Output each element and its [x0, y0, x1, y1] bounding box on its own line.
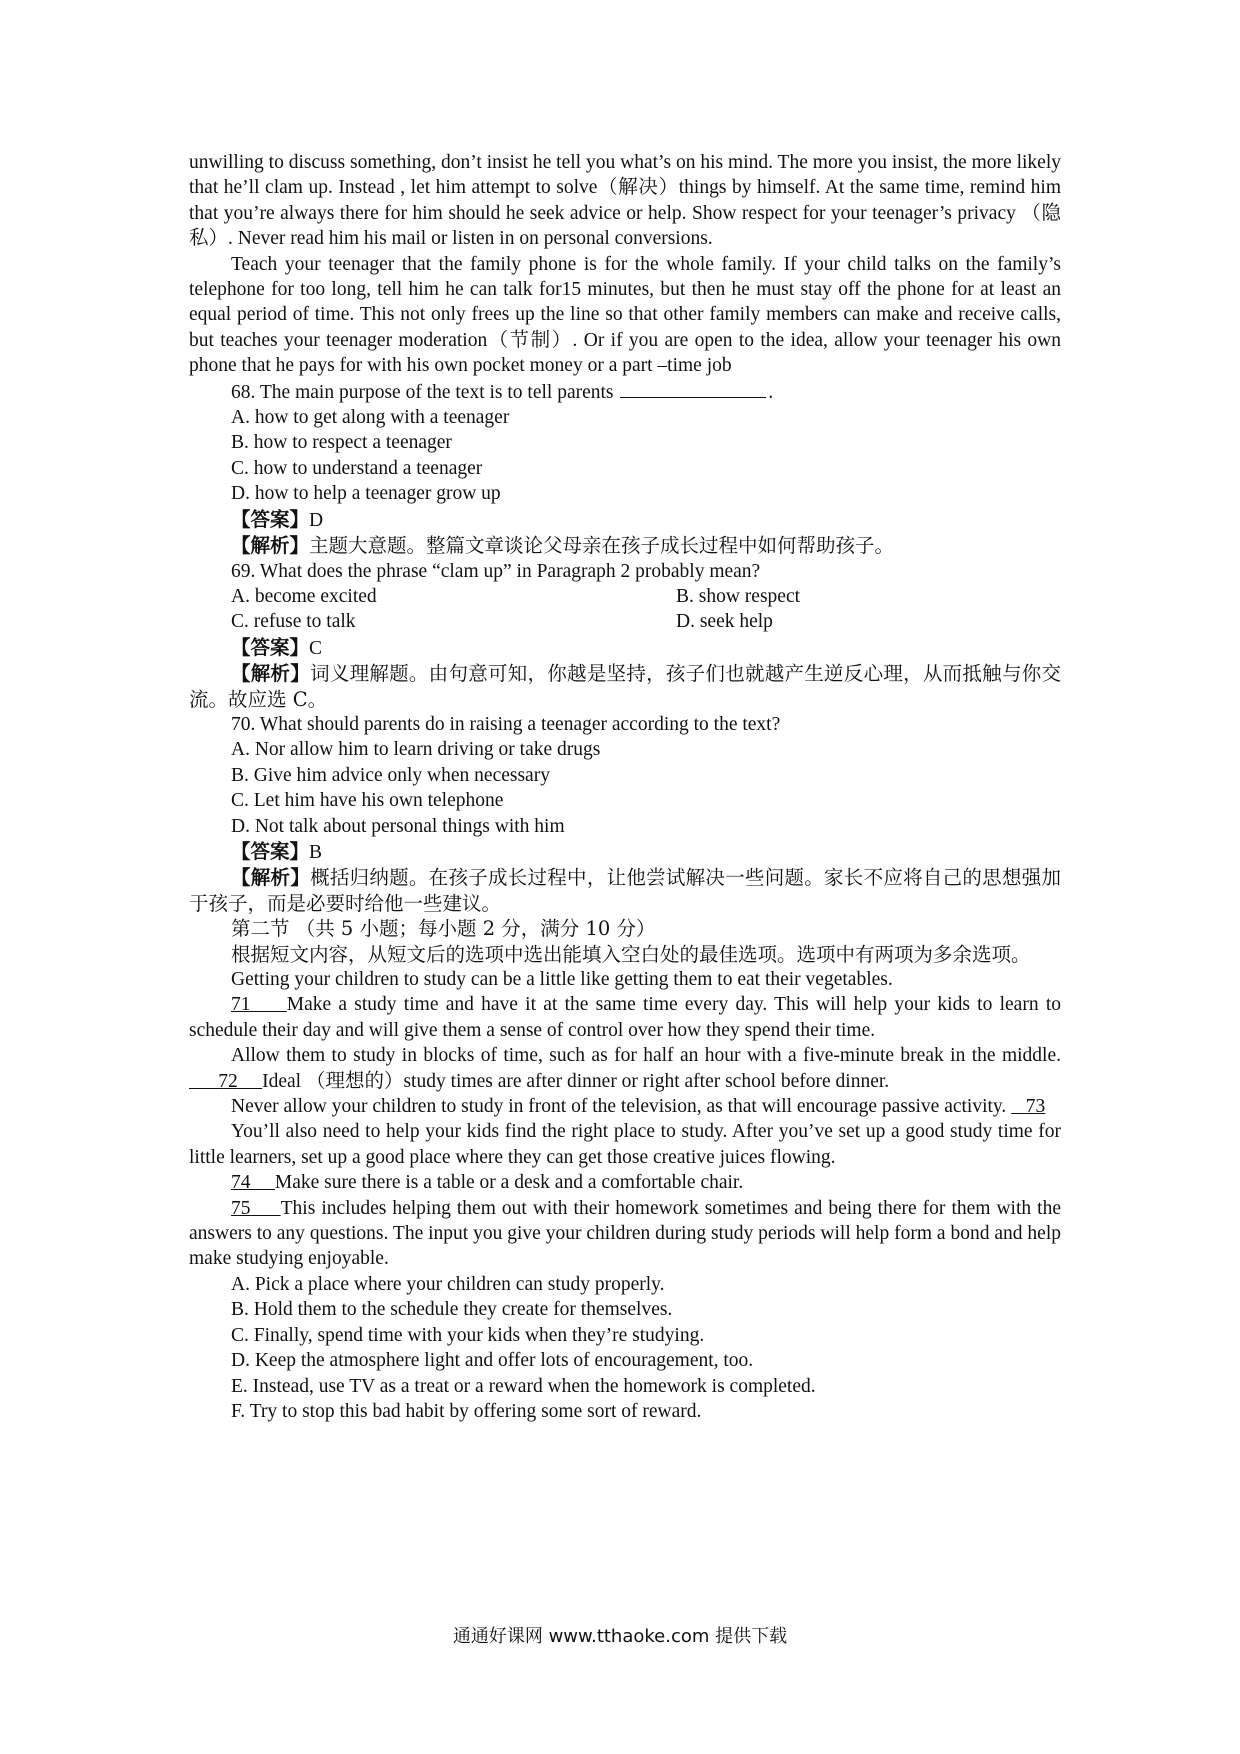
- question-70-option-d: D. Not talk about personal things with him: [231, 815, 565, 837]
- blank-71: 71: [231, 994, 251, 1016]
- question-69-option-d: D. seek help: [676, 611, 773, 633]
- answer-blank: [620, 379, 766, 398]
- passage-paragraph-2: Teach your teenager that the family phone is for the whole family. If your child talks on the family’s telephone for too long, tell him he can talk for15 minutes, but then he must stay off the phone for at least an equal period of time. This not only frees up the line so that other family members can make and receive calls, but teaches your teenager moderation（节制）. Or if you are open to the idea, allow your teenager his own phone that he pays for with his own pocket money or a part –time job: [189, 253, 1061, 377]
- cloze-paragraph-75: 75 This includes helping them out with their homework sometimes and being there for them with the answers to any questions. The input you give your children during study periods will help form a bond and help make studying enjoyable.: [189, 1197, 1061, 1270]
- question-70-answer: 【答案】B: [231, 839, 323, 863]
- section-2-heading: 第二节 （共 5 小题；每小题 2 分，满分 10 分）: [231, 917, 656, 941]
- question-70-analysis: 【解析】概括归纳题。在孩子成长过程中，让他尝试解决一些问题。家长不应将自己的思想强加于孩子，而是必要时给他一些建议。: [189, 866, 1061, 915]
- cloze-paragraph-74: 74 Make sure there is a table or a desk and a comfortable chair.: [231, 1172, 744, 1194]
- question-70-option-a: A. Nor allow him to learn driving or take drugs: [231, 739, 601, 761]
- question-68-answer: 【答案】D: [231, 507, 324, 531]
- cloze-paragraph-73: Never allow your children to study in front of the television, as that will encourage passive activity. 73: [231, 1096, 1046, 1118]
- cloze-sentence-intro: Getting your children to study can be a little like getting them to eat their vegetables.: [231, 969, 893, 990]
- question-69-stem: 69. What does the phrase “clam up” in Paragraph 2 probably mean?: [231, 560, 761, 582]
- question-69-answer: 【答案】C: [231, 635, 323, 659]
- cloze-paragraph-74-intro: You’ll also need to help your kids find the right place to study. After you’ve set up a good study time for little learners, set up a good place where they can get those creative juices flowing.: [189, 1121, 1061, 1168]
- question-69-option-a: A. become excited: [231, 585, 377, 607]
- cloze-option-d: D. Keep the atmosphere light and offer lots of encouragement, too.: [231, 1350, 754, 1372]
- section-2-instruction: 根据短文内容，从短文后的选项中选出能填入空白处的最佳选项。选项中有两项为多余选项。: [231, 942, 1031, 966]
- question-68-stem: 68. The main purpose of the text is to tell parents .: [189, 379, 1061, 405]
- cloze-option-f: F. Try to stop this bad habit by offering some sort of reward.: [231, 1400, 702, 1422]
- question-68-option-d: D. how to help a teenager grow up: [231, 483, 501, 505]
- question-69-option-b: B. show respect: [676, 585, 801, 607]
- document-body: [189, 150, 1061, 1424]
- blank-73: 73: [1025, 1096, 1046, 1118]
- blank-74: 74: [231, 1172, 251, 1194]
- question-68-option-b: B. how to respect a teenager: [231, 432, 452, 454]
- cloze-option-b: B. Hold them to the schedule they create for themselves.: [231, 1299, 673, 1321]
- question-70-option-c: C. Let him have his own telephone: [231, 790, 504, 812]
- cloze-option-e: E. Instead, use TV as a treat or a reward when the homework is completed.: [231, 1375, 816, 1397]
- question-68-analysis: 【解析】主题大意题。整篇文章谈论父母亲在孩子成长过程中如何帮助孩子。: [231, 534, 895, 558]
- question-69-option-c: C. refuse to talk: [231, 611, 356, 633]
- page-footer: 通通好课网 www.tthaoke.com 提供下载: [452, 1626, 788, 1647]
- question-69-analysis: 【解析】词义理解题。由句意可知，你越是坚持，孩子们也就越产生逆反心理，从而抵触与你交流。故应选 C。: [189, 662, 1061, 711]
- cloze-paragraph-71: 71 Make a study time and have it at the same time every day. This will help your kids to learn to schedule their day and will give them a sense of control over how they spend their time.: [189, 994, 1061, 1041]
- cloze-option-c: C. Finally, spend time with your kids when they’re studying.: [231, 1324, 705, 1346]
- question-69-options-row-1: [189, 584, 1061, 609]
- blank-72: 72: [218, 1070, 238, 1092]
- question-69-options-row-2: [189, 609, 1061, 634]
- question-70-option-b: B. Give him advice only when necessary: [231, 764, 550, 786]
- passage-paragraph-1: unwilling to discuss something, don’t insist he tell you what’s on his mind. The more you insist, the more likely that he’ll clam up. Instead , let him attempt to solve（解决）things by himself. At the same time, remind him that you’re always there for him should he seek advice or help. Show respect for your teenager’s privacy （隐私）. Never read him his mail or listen in on personal conversions.: [189, 152, 1061, 250]
- question-68-option-c: C. how to understand a teenager: [231, 457, 483, 479]
- question-70-stem: 70. What should parents do in raising a teenager according to the text?: [231, 713, 781, 735]
- blank-75: 75: [231, 1197, 251, 1219]
- cloze-paragraph-72: Allow them to study in blocks of time, such as for half an hour with a five-minute break in the middle. 72 Ideal （理想的）study times are after dinner or right after school before dinner.: [218, 1045, 1061, 1092]
- cloze-option-a: A. Pick a place where your children can study properly.: [231, 1273, 665, 1295]
- question-68-option-a: A. how to get along with a teenager: [231, 407, 510, 429]
